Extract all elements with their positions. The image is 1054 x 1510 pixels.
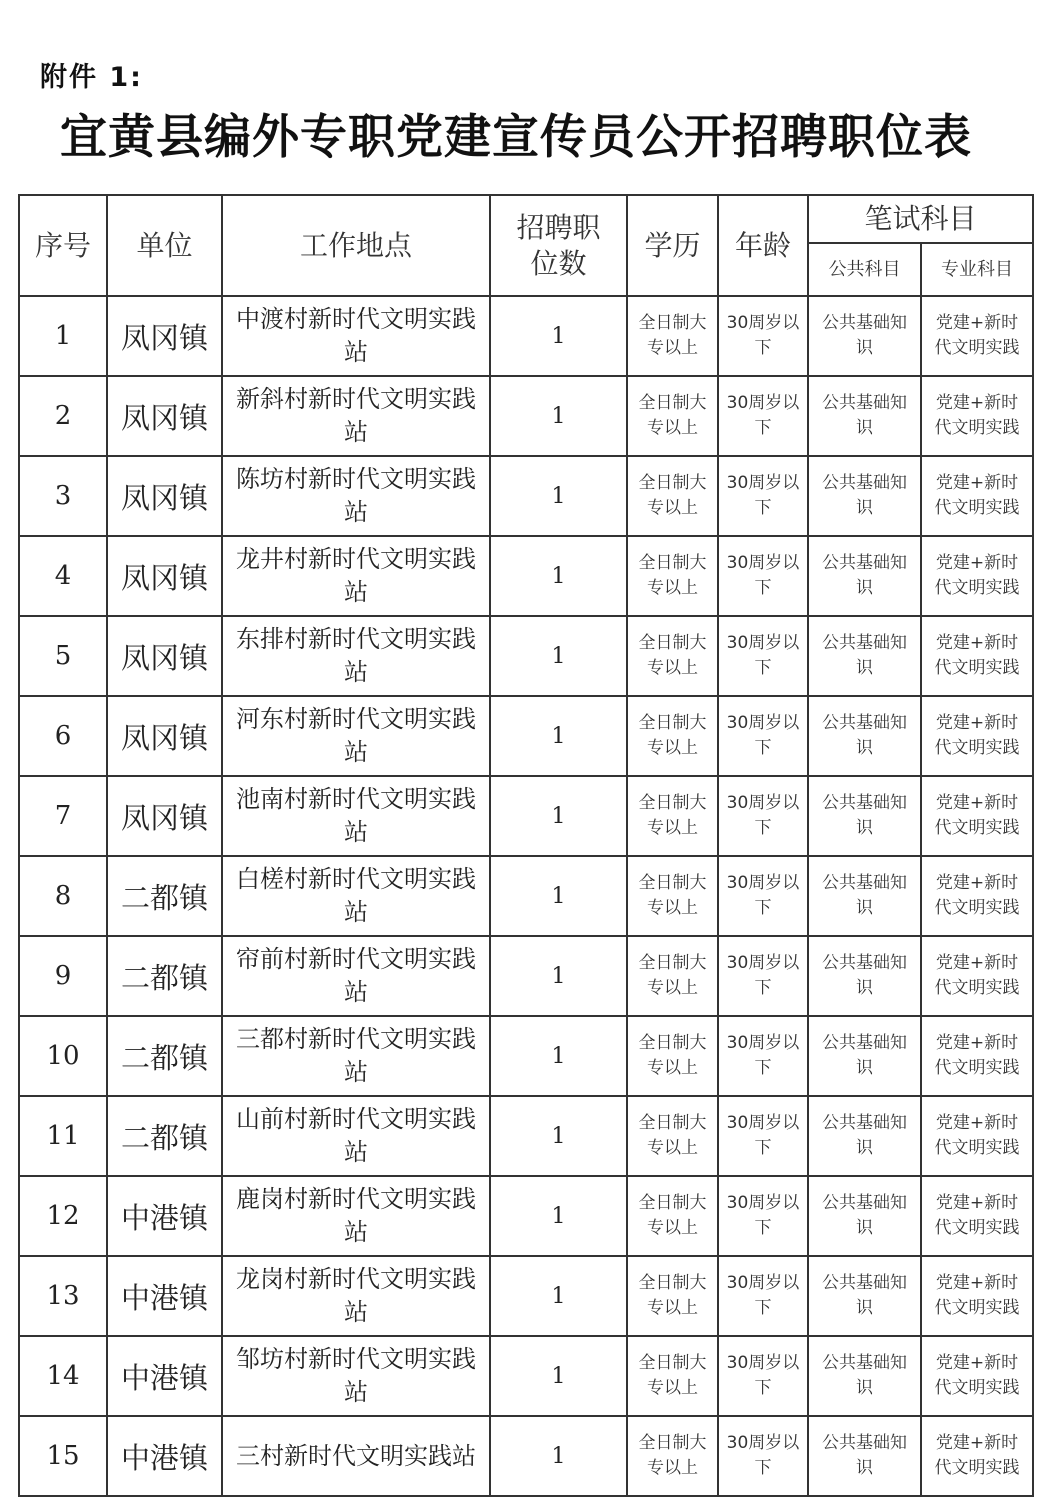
- cell-seq: 6: [19, 696, 107, 776]
- table-row: [19, 376, 1033, 456]
- cell-seq: 8: [19, 856, 107, 936]
- cell-positions: 1: [490, 696, 627, 776]
- cell-seq: 15: [19, 1416, 107, 1496]
- cell-positions: 1: [490, 776, 627, 856]
- table-row: [19, 456, 1033, 536]
- cell-age: 30周岁以下: [718, 616, 808, 696]
- cell-location: 鹿岗村新时代文明实践站: [222, 1176, 490, 1256]
- cell-education: 全日制大专以上: [627, 856, 718, 936]
- table-row: [19, 1096, 1033, 1176]
- table-row: [19, 856, 1033, 936]
- cell-location: 龙井村新时代文明实践站: [222, 536, 490, 616]
- cell-location: 邹坊村新时代文明实践站: [222, 1336, 490, 1416]
- table-body: [19, 296, 1033, 1496]
- cell-public-subject: 公共基础知识: [808, 616, 921, 696]
- table-row: [19, 1416, 1033, 1496]
- cell-location: 池南村新时代文明实践站: [222, 776, 490, 856]
- table-row: [19, 1336, 1033, 1416]
- cell-public-subject: 公共基础知识: [808, 856, 921, 936]
- cell-age: 30周岁以下: [718, 1416, 808, 1496]
- cell-education: 全日制大专以上: [627, 456, 718, 536]
- cell-age: 30周岁以下: [718, 936, 808, 1016]
- cell-unit: 二都镇: [107, 856, 222, 936]
- cell-professional-subject: 党建+新时代文明实践: [921, 616, 1033, 696]
- header-row: [19, 195, 1033, 243]
- cell-location: 龙岗村新时代文明实践站: [222, 1256, 490, 1336]
- cell-education: 全日制大专以上: [627, 1016, 718, 1096]
- cell-public-subject: 公共基础知识: [808, 776, 921, 856]
- cell-seq: 13: [19, 1256, 107, 1336]
- cell-location: 陈坊村新时代文明实践站: [222, 456, 490, 536]
- cell-professional-subject: 党建+新时代文明实践: [921, 1016, 1033, 1096]
- cell-age: 30周岁以下: [718, 456, 808, 536]
- cell-location: 新斜村新时代文明实践站: [222, 376, 490, 456]
- cell-positions: 1: [490, 1096, 627, 1176]
- table-row: [19, 1016, 1033, 1096]
- cell-positions: 1: [490, 456, 627, 536]
- cell-age: 30周岁以下: [718, 696, 808, 776]
- cell-education: 全日制大专以上: [627, 1336, 718, 1416]
- cell-positions: 1: [490, 616, 627, 696]
- job-positions-table: [18, 194, 1034, 1497]
- cell-seq: 1: [19, 296, 107, 376]
- cell-professional-subject: 党建+新时代文明实践: [921, 1176, 1033, 1256]
- cell-positions: 1: [490, 536, 627, 616]
- cell-education: 全日制大专以上: [627, 696, 718, 776]
- cell-seq: 2: [19, 376, 107, 456]
- cell-seq: 3: [19, 456, 107, 536]
- table-row: [19, 776, 1033, 856]
- header-education: 学历: [627, 195, 718, 296]
- table-row: [19, 616, 1033, 696]
- cell-age: 30周岁以下: [718, 856, 808, 936]
- cell-public-subject: 公共基础知识: [808, 1256, 921, 1336]
- cell-professional-subject: 党建+新时代文明实践: [921, 376, 1033, 456]
- cell-professional-subject: 党建+新时代文明实践: [921, 856, 1033, 936]
- cell-education: 全日制大专以上: [627, 936, 718, 1016]
- cell-public-subject: 公共基础知识: [808, 1176, 921, 1256]
- cell-unit: 凤冈镇: [107, 776, 222, 856]
- cell-unit: 凤冈镇: [107, 536, 222, 616]
- cell-unit: 中港镇: [107, 1176, 222, 1256]
- cell-age: 30周岁以下: [718, 1336, 808, 1416]
- cell-education: 全日制大专以上: [627, 376, 718, 456]
- cell-age: 30周岁以下: [718, 776, 808, 856]
- header-age: 年龄: [718, 195, 808, 296]
- table-row: [19, 536, 1033, 616]
- cell-unit: 中港镇: [107, 1256, 222, 1336]
- cell-public-subject: 公共基础知识: [808, 536, 921, 616]
- cell-education: 全日制大专以上: [627, 616, 718, 696]
- cell-location: 东排村新时代文明实践站: [222, 616, 490, 696]
- cell-age: 30周岁以下: [718, 1176, 808, 1256]
- cell-unit: 二都镇: [107, 1016, 222, 1096]
- cell-unit: 凤冈镇: [107, 376, 222, 456]
- cell-positions: 1: [490, 296, 627, 376]
- header-positions: 招聘职位数: [490, 195, 627, 296]
- cell-age: 30周岁以下: [718, 1096, 808, 1176]
- cell-professional-subject: 党建+新时代文明实践: [921, 1096, 1033, 1176]
- cell-public-subject: 公共基础知识: [808, 696, 921, 776]
- header-exam-public: 公共科目: [808, 243, 921, 296]
- cell-seq: 14: [19, 1336, 107, 1416]
- table-row: [19, 296, 1033, 376]
- table-row: [19, 936, 1033, 1016]
- cell-unit: 凤冈镇: [107, 456, 222, 536]
- header-seq: 序号: [19, 195, 107, 296]
- table-row: [19, 1176, 1033, 1256]
- cell-public-subject: 公共基础知识: [808, 1096, 921, 1176]
- cell-public-subject: 公共基础知识: [808, 296, 921, 376]
- cell-unit: 凤冈镇: [107, 696, 222, 776]
- cell-professional-subject: 党建+新时代文明实践: [921, 936, 1033, 1016]
- cell-positions: 1: [490, 376, 627, 456]
- cell-professional-subject: 党建+新时代文明实践: [921, 456, 1033, 536]
- cell-unit: 凤冈镇: [107, 616, 222, 696]
- cell-professional-subject: 党建+新时代文明实践: [921, 296, 1033, 376]
- attachment-label: 附件 1:: [40, 62, 143, 93]
- cell-education: 全日制大专以上: [627, 1176, 718, 1256]
- cell-seq: 4: [19, 536, 107, 616]
- cell-public-subject: 公共基础知识: [808, 376, 921, 456]
- cell-education: 全日制大专以上: [627, 1256, 718, 1336]
- cell-age: 30周岁以下: [718, 1256, 808, 1336]
- cell-education: 全日制大专以上: [627, 1096, 718, 1176]
- cell-education: 全日制大专以上: [627, 536, 718, 616]
- cell-seq: 11: [19, 1096, 107, 1176]
- cell-location: 白槎村新时代文明实践站: [222, 856, 490, 936]
- cell-public-subject: 公共基础知识: [808, 1416, 921, 1496]
- page-title: 宜黄县编外专职党建宣传员公开招聘职位表: [60, 110, 972, 165]
- cell-unit: 二都镇: [107, 936, 222, 1016]
- cell-location: 山前村新时代文明实践站: [222, 1096, 490, 1176]
- header-exam: 笔试科目: [808, 195, 1033, 243]
- header-unit: 单位: [107, 195, 222, 296]
- cell-positions: 1: [490, 1256, 627, 1336]
- cell-positions: 1: [490, 1176, 627, 1256]
- cell-professional-subject: 党建+新时代文明实践: [921, 696, 1033, 776]
- cell-professional-subject: 党建+新时代文明实践: [921, 1256, 1033, 1336]
- cell-unit: 中港镇: [107, 1336, 222, 1416]
- cell-public-subject: 公共基础知识: [808, 936, 921, 1016]
- cell-positions: 1: [490, 1416, 627, 1496]
- cell-seq: 5: [19, 616, 107, 696]
- cell-unit: 凤冈镇: [107, 296, 222, 376]
- cell-age: 30周岁以下: [718, 1016, 808, 1096]
- cell-seq: 12: [19, 1176, 107, 1256]
- header-location: 工作地点: [222, 195, 490, 296]
- cell-professional-subject: 党建+新时代文明实践: [921, 536, 1033, 616]
- cell-unit: 中港镇: [107, 1416, 222, 1496]
- cell-positions: 1: [490, 856, 627, 936]
- cell-location: 三村新时代文明实践站: [222, 1416, 490, 1496]
- cell-positions: 1: [490, 1016, 627, 1096]
- cell-age: 30周岁以下: [718, 376, 808, 456]
- cell-professional-subject: 党建+新时代文明实践: [921, 1416, 1033, 1496]
- cell-location: 河东村新时代文明实践站: [222, 696, 490, 776]
- cell-seq: 7: [19, 776, 107, 856]
- table-row: [19, 1256, 1033, 1336]
- cell-public-subject: 公共基础知识: [808, 1016, 921, 1096]
- cell-education: 全日制大专以上: [627, 296, 718, 376]
- cell-positions: 1: [490, 936, 627, 1016]
- cell-location: 中渡村新时代文明实践站: [222, 296, 490, 376]
- cell-age: 30周岁以下: [718, 536, 808, 616]
- cell-education: 全日制大专以上: [627, 776, 718, 856]
- cell-education: 全日制大专以上: [627, 1416, 718, 1496]
- cell-professional-subject: 党建+新时代文明实践: [921, 776, 1033, 856]
- cell-public-subject: 公共基础知识: [808, 1336, 921, 1416]
- table-row: [19, 696, 1033, 776]
- cell-seq: 10: [19, 1016, 107, 1096]
- cell-positions: 1: [490, 1336, 627, 1416]
- cell-location: 帘前村新时代文明实践站: [222, 936, 490, 1016]
- cell-professional-subject: 党建+新时代文明实践: [921, 1336, 1033, 1416]
- cell-public-subject: 公共基础知识: [808, 456, 921, 536]
- header-exam-professional: 专业科目: [921, 243, 1033, 296]
- cell-seq: 9: [19, 936, 107, 1016]
- cell-location: 三都村新时代文明实践站: [222, 1016, 490, 1096]
- cell-age: 30周岁以下: [718, 296, 808, 376]
- cell-unit: 二都镇: [107, 1096, 222, 1176]
